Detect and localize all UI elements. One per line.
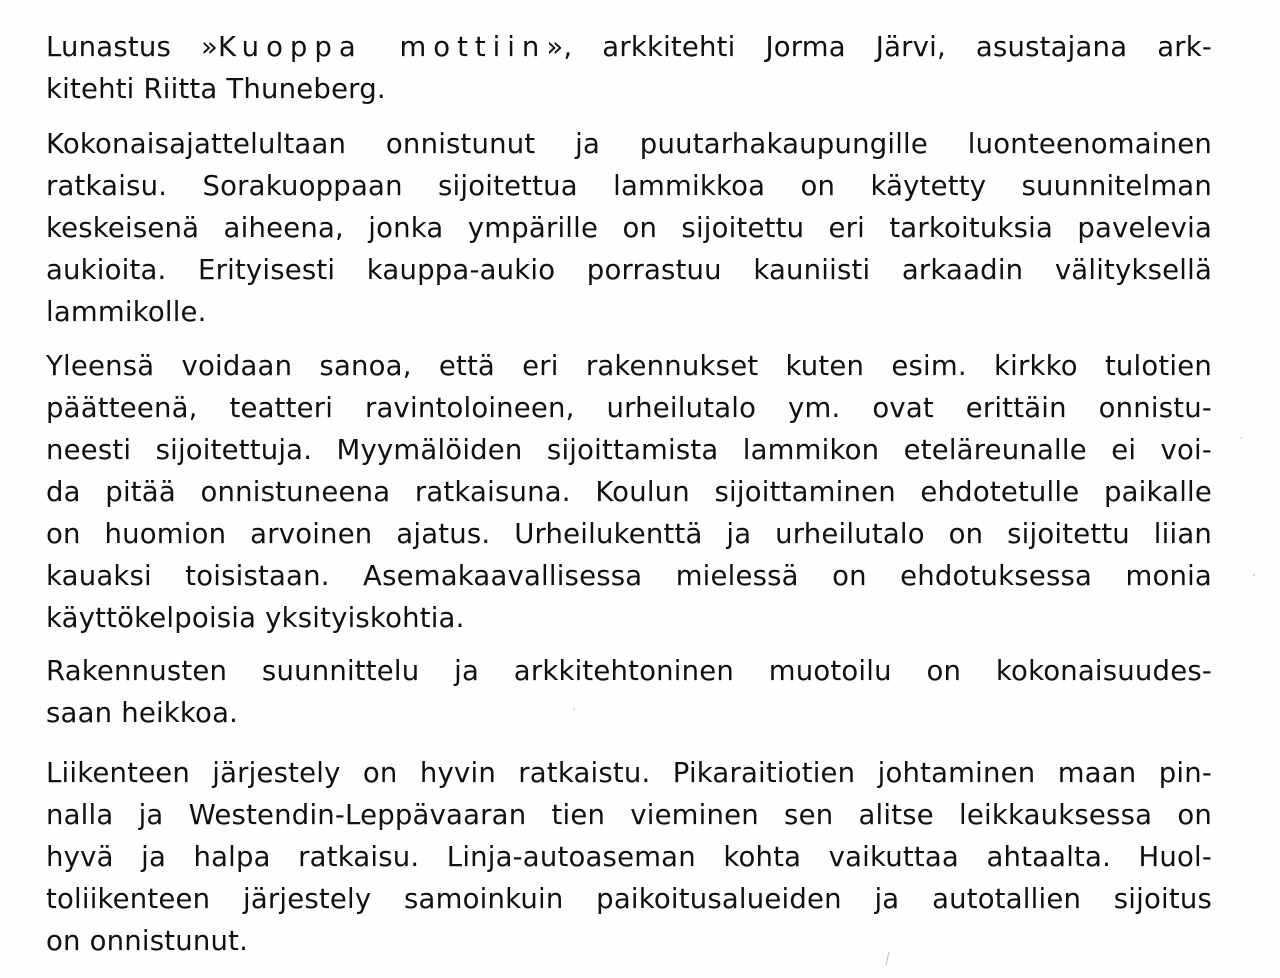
paragraph-1-line-1 [46,26,1212,68]
paragraph-5-line-4: toliikenteen järjestely samoinkuin paikoitusalueiden ja autotallien sijoitus [46,883,1212,915]
paragraph-2-line-5: lammikolle. [46,296,207,328]
paragraph-5-line-3: hyvä ja halpa ratkaisu. Linja-autoaseman kohta vaikuttaa ahtaalta. Huol- [46,841,1212,873]
paragraph-3-line-3: neesti sijoitettuja. Myymälöiden sijoittamista lammikon eteläreunalle ei voi- [46,434,1212,466]
paragraph-5-line-1: Liikenteen järjestely on hyvin ratkaistu. Pikaraitiotien johtaminen maan pin- [46,757,1212,789]
paper-speck [1240,437,1242,439]
paragraph-4-line-2: saan heikkoa. [46,697,239,729]
paragraph-1-prefix: Lunastus » [46,31,219,63]
paragraph-3 [46,345,1212,639]
paragraph-5-line-2: nalla ja Westendin-Leppävaaran tien vieminen sen alitse leikkauksessa on [46,799,1212,831]
paragraph-5-line-5: on onnistunut. [46,925,249,957]
paper-speck [1253,574,1255,576]
paragraph-4-line-1: Rakennusten suunnittelu ja arkkitehtoninen muotoilu on kokonaisuudes- [46,655,1212,687]
paragraph-2-line-1: Kokonaisajattelultaan onnistunut ja puutarhakaupungille luonteenomainen [46,128,1212,160]
paragraph-2-line-2: ratkaisu. Sorakuoppaan sijoitettua lammikkoa on käytetty suunnitelman [46,170,1212,202]
entry-motto: Kuoppa mottiin [218,31,547,63]
paragraph-1 [46,26,1212,110]
paragraph-2 [46,123,1212,333]
paragraph-3-line-6: kauaksi toisistaan. Asemakaavallisessa mielessä on ehdotuksessa monia [46,560,1212,592]
paragraph-2-line-4: aukioita. Erityisesti kauppa-aukio porrastuu kauniisti arkaadin välityksellä [46,254,1212,286]
paragraph-3-line-5: on huomion arvoinen ajatus. Urheilukenttä ja urheilutalo on sijoitettu liian [46,518,1212,550]
paragraph-5 [46,752,1212,962]
paragraph-1-line-2: kitehti Riitta Thuneberg. [46,73,386,105]
paragraph-3-line-7: käyttökelpoisia yksityiskohtia. [46,602,465,634]
paragraph-2-line-3: keskeisenä aiheena, jonka ympärille on sijoitettu eri tarkoituksia pavelevia [46,212,1212,244]
paragraph-3-line-4: da pitää onnistuneena ratkaisuna. Koulun sijoittaminen ehdotetulle paikalle [46,476,1212,508]
paragraph-1-suffix: », arkkitehti Jorma Järvi, asustajana ark- [546,31,1213,63]
paragraph-3-line-2: päätteenä, teatteri ravintoloineen, urheilutalo ym. ovat erittäin onnistu- [46,392,1212,424]
paragraph-4 [46,650,1212,734]
paragraph-3-line-1: Yleensä voidaan sanoa, että eri rakennukset kuten esim. kirkko tulotien [46,350,1212,382]
